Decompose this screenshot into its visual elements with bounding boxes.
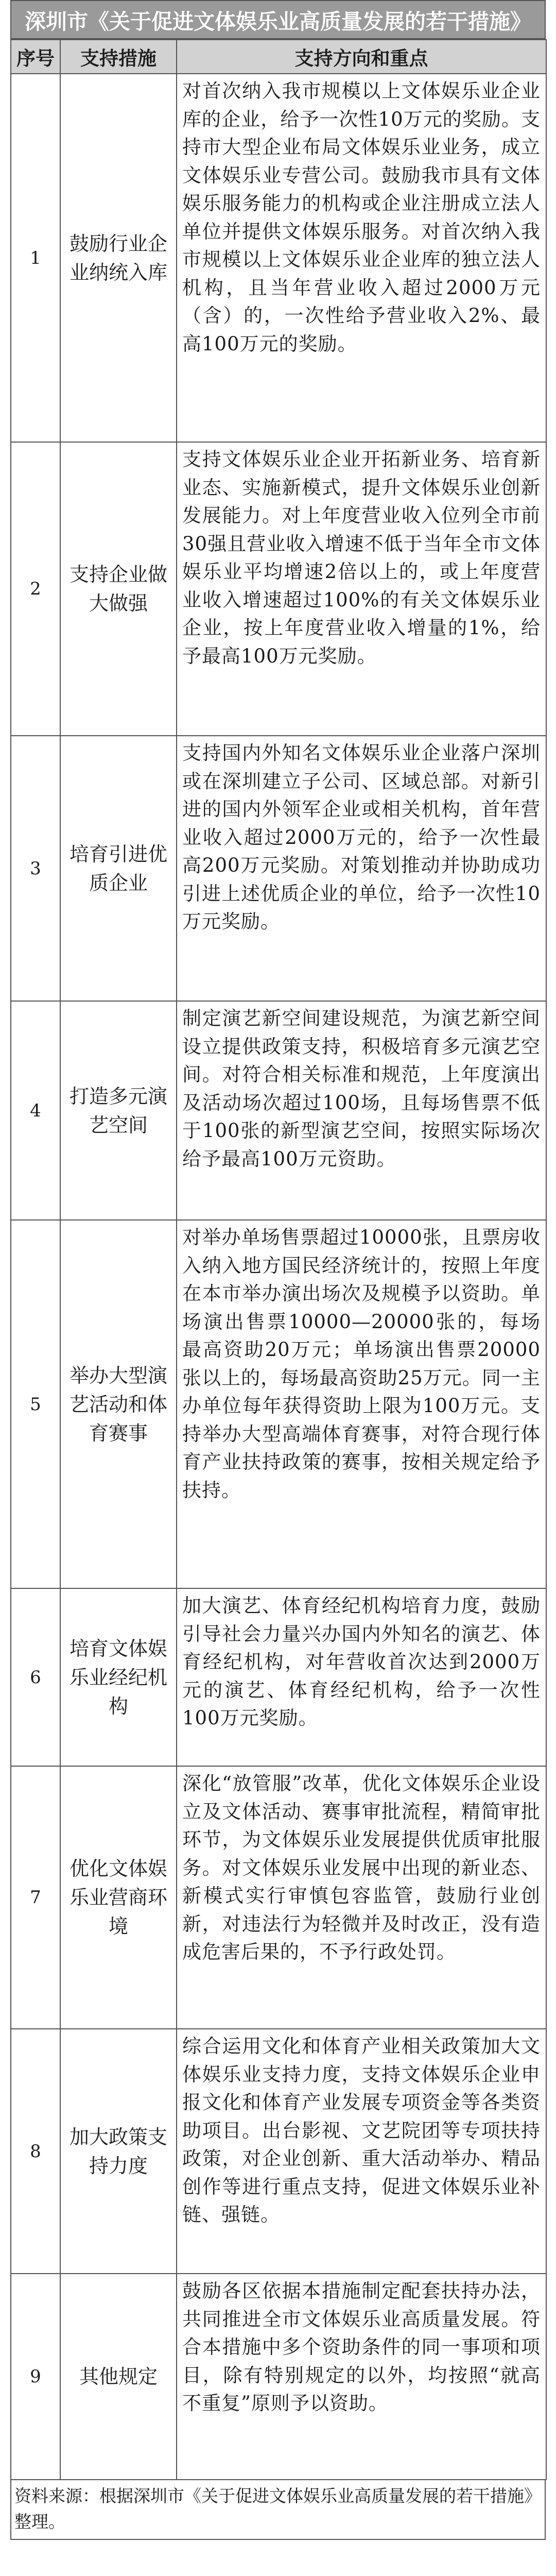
row-number: 9 (11, 2274, 60, 2480)
table-row (11, 1001, 546, 1220)
row-description: 对首次纳入我市规模以上文体娱乐业企业库的企业，给予一次性10万元的奖励。支持市大型企业布局文体娱乐业业务，成立文体娱乐业专营公司。鼓励我市具有文体娱乐服务能力的机构或企业注册成立法人单位并提供文体娱乐服务。对首次纳入我市规模以上文体娱乐业企业库的独立法人机构，且当年营业收入超过2000万元（含）的，一次性给予营业收入2%、最高100万元的奖励。 (177, 74, 546, 442)
row-description: 制定演艺新空间建设规范，为演艺新空间设立提供政策支持，积极培育多元演艺空间。对符合相关标准和规范，上年度演出及活动场次超过100场，且每场售票不低于100张的新型演艺空间，按照实际场次给予最高100万元资助。 (177, 1001, 546, 1220)
row-measure: 打造多元演艺空间 (60, 1001, 177, 1220)
row-measure: 培育引进优质企业 (60, 736, 177, 1001)
row-description: 支持文体娱乐业企业开拓新业务、培育新业态、实施新模式，提升文体娱乐业创新发展能力。对上年度营业收入位列全市前30强且营业收入增速不低于当年全市文体娱乐业平均增速2倍以上的，或上年度营业收入增速超过100%的有关文体娱乐业企业，按上年度营业收入增量的1%，给予最高100万元奖励。 (177, 442, 546, 736)
table-row (11, 1220, 546, 1588)
table-row (11, 442, 546, 736)
table-title: 深圳市《关于促进文体娱乐业高质量发展的若干措施》 (10, 0, 546, 39)
row-number: 4 (11, 1001, 60, 1220)
table-row (11, 736, 546, 1001)
header-no: 序号 (11, 40, 60, 74)
row-number: 2 (11, 442, 60, 736)
source-note: 资料来源：根据深圳市《关于促进文体娱乐业高质量发展的若干措施》整理。 (10, 2480, 546, 2540)
document-page (10, 0, 546, 2540)
header-measure: 支持措施 (60, 40, 177, 74)
row-description: 深化“放管服”改革，优化文体娱乐企业设立及文体活动、赛事审批流程，精简审批环节，为文体娱乐业发展提供优质审批服务。对文体娱乐业发展中出现的新业态、新模式实行审慎包容监管，鼓励行业创新，对违法行为轻微并及时改正，没有造成危害后果的，不予行政处罚。 (177, 1766, 546, 2029)
header-direction: 支持方向和重点 (177, 40, 546, 74)
row-number: 5 (11, 1220, 60, 1588)
row-description: 综合运用文化和体育产业相关政策加大文体娱乐业支持力度，支持文体娱乐企业申报文化和体育产业发展专项资金等各类资助项目。出台影视、文艺院团等专项扶持政策，对企业创新、重大活动举办、精品创作等进行重点支持，促进文体娱乐业补链、强链。 (177, 2029, 546, 2274)
table-row (11, 1588, 546, 1766)
row-description: 支持国内外知名文体娱乐业企业落户深圳或在深圳建立子公司、区域总部。对新引进的国内外领军企业或相关机构，首年营业收入超过2000万元的，给予一次性最高200万元奖励。对策划推动并协助成功引进上述优质企业的单位，给予一次性10万元奖励。 (177, 736, 546, 1001)
row-measure: 加大政策支持力度 (60, 2029, 177, 2274)
row-number: 1 (11, 74, 60, 442)
table-row (11, 1766, 546, 2029)
row-measure: 举办大型演艺活动和体育赛事 (60, 1220, 177, 1588)
row-number: 8 (11, 2029, 60, 2274)
row-description: 鼓励各区依据本措施制定配套扶持办法，共同推进全市文体娱乐业高质量发展。符合本措施中多个资助条件的同一事项和项目，除有特别规定的以外，均按照“就高不重复”原则予以资助。 (177, 2274, 546, 2480)
table-row (11, 2029, 546, 2274)
table-row (11, 74, 546, 442)
row-number: 7 (11, 1766, 60, 2029)
row-number: 3 (11, 736, 60, 1001)
measures-table (10, 39, 547, 2480)
table-row (11, 2274, 546, 2480)
table-header-row (11, 40, 546, 74)
row-measure: 鼓励行业企业纳统入库 (60, 74, 177, 442)
row-measure: 其他规定 (60, 2274, 177, 2480)
row-number: 6 (11, 1588, 60, 1766)
row-measure: 支持企业做大做强 (60, 442, 177, 736)
row-description: 对举办单场售票超过10000张，且票房收入纳入地方国民经济统计的，按照上年度在本市举办演出场次及规模予以资助。单场演出售票10000—20000张的，每场最高资助20万元；单场演出售票20000张以上的，每场最高资助25万元。同一主办单位每年获得资助上限为100万元。支持举办大型高端体育赛事，对符合现行体育产业扶持政策的赛事，按相关规定给予扶持。 (177, 1220, 546, 1588)
row-measure: 培育文体娱乐业经纪机构 (60, 1588, 177, 1766)
row-description: 加大演艺、体育经纪机构培育力度，鼓励引导社会力量兴办国内外知名的演艺、体育经纪机构，对年营收首次达到2000万元的演艺、体育经纪机构，给予一次性100万元奖励。 (177, 1588, 546, 1766)
row-measure: 优化文体娱乐业营商环境 (60, 1766, 177, 2029)
